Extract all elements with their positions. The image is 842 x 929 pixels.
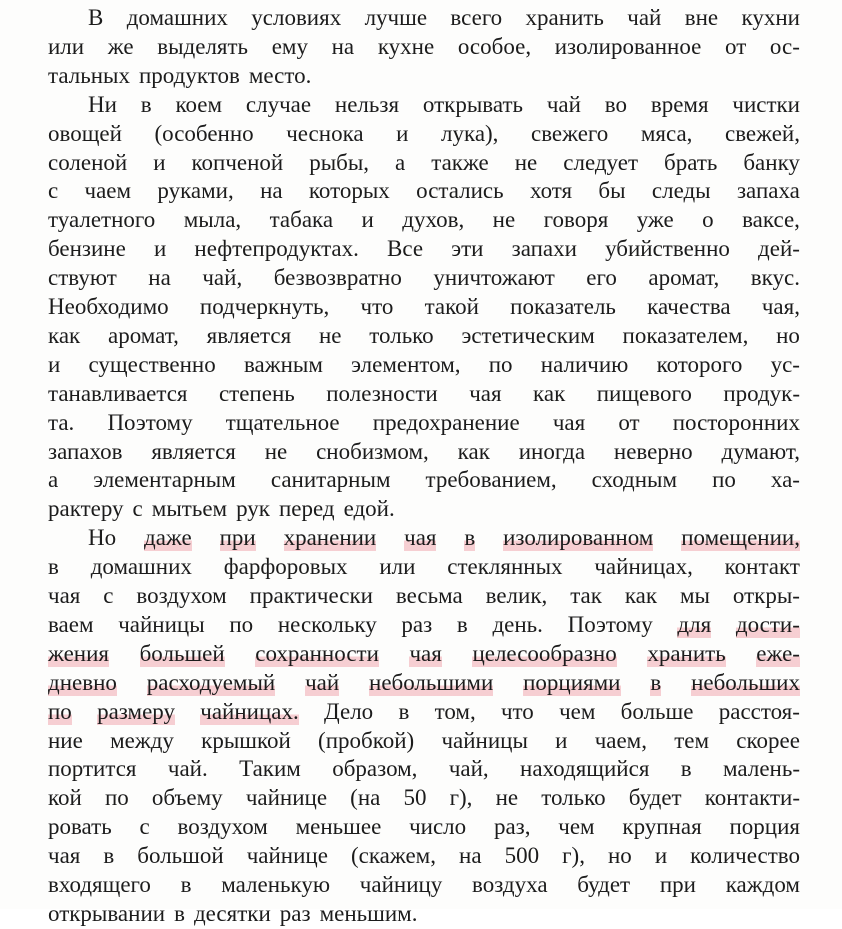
word: овощей xyxy=(48,120,122,146)
word: между xyxy=(110,727,174,753)
word: Но xyxy=(88,525,117,551)
word: думают, xyxy=(721,438,800,464)
word: следует xyxy=(563,149,639,175)
word: велик, xyxy=(485,583,548,608)
word: как xyxy=(457,438,490,464)
word: в xyxy=(48,554,59,580)
word: крышкой xyxy=(201,727,291,753)
word: Таким xyxy=(239,756,301,782)
word: такой xyxy=(424,294,479,319)
text-line xyxy=(48,726,800,756)
word: чем xyxy=(558,814,595,840)
word: от xyxy=(618,409,640,435)
word: малень- xyxy=(723,756,800,782)
highlighted-word: целесообразно xyxy=(472,639,616,669)
word: чай xyxy=(627,5,662,30)
word: стеклянных xyxy=(447,554,563,580)
word: бы xyxy=(598,178,626,204)
word: изолированное xyxy=(554,33,702,59)
word: тальных xyxy=(48,62,130,88)
word: фарфоровых xyxy=(223,554,348,580)
word: случае xyxy=(245,91,312,117)
word: в xyxy=(174,900,185,926)
word: рыбы, xyxy=(309,149,370,175)
word: с xyxy=(103,583,114,608)
highlighted-word: сохранности xyxy=(255,639,379,669)
word: по xyxy=(229,611,254,637)
word: чая xyxy=(469,380,502,406)
word: табака xyxy=(269,207,334,233)
text-line xyxy=(88,523,800,553)
word: Все xyxy=(387,236,424,262)
word: чайницы xyxy=(441,727,528,753)
word: от xyxy=(725,33,747,59)
text-line xyxy=(48,350,800,380)
word: на xyxy=(331,33,355,59)
highlighted-word: чая xyxy=(404,523,436,553)
text-line xyxy=(48,32,800,62)
word: также xyxy=(431,149,489,175)
word: и xyxy=(48,351,61,377)
word: или xyxy=(379,554,416,580)
highlighted-word: еже- xyxy=(756,639,800,669)
word: портится xyxy=(48,756,137,782)
word: ос- xyxy=(769,33,800,59)
text-line xyxy=(48,408,800,438)
word: является xyxy=(151,438,236,464)
word: бензине xyxy=(48,236,126,262)
word: маленькую xyxy=(221,872,331,897)
word: эти xyxy=(451,236,484,262)
word: каждом xyxy=(725,872,800,897)
word: чайницу xyxy=(359,872,443,897)
word: степень xyxy=(218,380,295,406)
word: санитарным xyxy=(270,467,391,493)
text-line xyxy=(48,148,800,178)
word: в xyxy=(103,843,115,869)
word: банку xyxy=(743,149,800,175)
text-line xyxy=(48,234,800,264)
word: элементом, xyxy=(351,351,461,377)
word: запахов xyxy=(48,438,123,464)
text-line xyxy=(48,176,800,206)
text-line xyxy=(48,205,800,235)
word: чаем, xyxy=(594,727,647,753)
word: ваем xyxy=(48,611,94,637)
word: мыла, xyxy=(183,207,242,233)
text-line xyxy=(48,899,800,929)
word: эстетическим xyxy=(461,322,595,348)
word: которых xyxy=(308,178,390,204)
word: мы xyxy=(679,583,710,608)
word: контакти- xyxy=(704,785,800,811)
highlighted-word: чайницах. xyxy=(200,697,298,727)
text-line xyxy=(48,870,800,900)
word: существенно xyxy=(88,351,216,377)
highlighted-word: дневно xyxy=(48,668,117,698)
word: кой xyxy=(48,785,82,811)
word: мытьем xyxy=(151,496,228,522)
highlighted-word: даже xyxy=(144,523,192,553)
word: убийственно xyxy=(605,236,730,262)
text-line xyxy=(48,119,800,149)
word: чистки xyxy=(732,91,800,117)
text-line xyxy=(48,494,800,524)
text-line xyxy=(48,61,800,91)
text-line xyxy=(48,465,800,495)
word: свежей, xyxy=(724,120,800,146)
word: хотя xyxy=(529,178,573,204)
word: ему xyxy=(271,33,308,59)
word: хранить xyxy=(525,5,604,30)
word: Поэтому xyxy=(567,611,653,637)
word: по xyxy=(712,467,736,493)
word: чая xyxy=(48,583,81,608)
text-line xyxy=(48,292,800,322)
word: В xyxy=(88,5,104,30)
word: на xyxy=(148,265,171,291)
text-line xyxy=(48,379,800,409)
word: и xyxy=(361,207,374,233)
word: в xyxy=(180,872,192,897)
word: важным xyxy=(243,351,323,377)
word: воздухом xyxy=(136,583,227,608)
word: чайнице xyxy=(246,843,328,869)
word: не xyxy=(514,149,538,175)
highlighted-word: порциями xyxy=(523,668,620,698)
word: танавливается xyxy=(48,380,188,406)
word: во xyxy=(604,91,627,117)
word: соленой xyxy=(48,149,128,175)
highlighted-word: большей xyxy=(140,639,225,669)
word: вне xyxy=(684,5,719,30)
text-line xyxy=(88,3,800,33)
word: дей- xyxy=(758,236,800,262)
word: является xyxy=(206,322,292,348)
word: Поэтому xyxy=(107,409,193,435)
word: в xyxy=(456,611,468,637)
highlighted-word: небольшими xyxy=(369,668,493,698)
word: остались xyxy=(416,178,504,204)
word: весьма xyxy=(395,583,463,608)
word: чай, xyxy=(448,756,489,782)
word: чай, xyxy=(202,265,243,291)
word: кухне xyxy=(377,33,435,59)
word: по xyxy=(488,351,513,377)
word: снобизмом, xyxy=(316,438,429,464)
word: в xyxy=(398,698,410,724)
word: в xyxy=(140,91,152,117)
word: как xyxy=(533,380,566,406)
word: чая xyxy=(552,409,586,435)
word: домашних xyxy=(90,554,192,580)
word: только xyxy=(369,322,434,348)
text-line xyxy=(48,581,800,611)
word: с xyxy=(132,496,143,522)
word: нескольку xyxy=(277,611,377,637)
word: что xyxy=(360,294,394,319)
word: (особенно xyxy=(154,120,254,146)
word: входящего xyxy=(48,872,151,897)
word: объему xyxy=(151,785,223,811)
word: уже xyxy=(636,207,674,233)
word: контакт xyxy=(724,554,800,580)
word: только xyxy=(541,785,606,811)
word: и xyxy=(153,149,166,175)
word: лука), xyxy=(441,120,499,146)
word: день. xyxy=(492,611,543,637)
word: туалетного xyxy=(48,207,156,233)
word: так xyxy=(570,583,602,608)
word: не xyxy=(318,322,342,348)
word: как xyxy=(48,322,81,348)
word: скорее xyxy=(736,727,800,753)
word: ха- xyxy=(770,467,800,493)
word: говоря xyxy=(543,207,609,233)
word: на xyxy=(459,843,482,869)
word: не xyxy=(495,785,519,811)
highlighted-word: хранении xyxy=(284,523,377,553)
text-line xyxy=(48,754,800,784)
word: раз xyxy=(279,900,311,926)
highlighted-word: в xyxy=(650,668,661,698)
word: а xyxy=(395,149,406,175)
word: и xyxy=(555,727,568,753)
word: меньшее xyxy=(295,814,382,840)
word: чая xyxy=(48,843,81,869)
word: ваксе, xyxy=(742,207,800,233)
highlighted-word: изолированном xyxy=(503,523,653,553)
word: практически xyxy=(249,583,373,608)
word: подчеркнуть, xyxy=(199,294,330,319)
word: руками, xyxy=(157,178,234,204)
highlighted-word: по xyxy=(48,697,72,727)
word: воздуха xyxy=(472,872,548,897)
text-line xyxy=(48,783,800,813)
word: пищевого xyxy=(596,380,692,406)
word: посторонних xyxy=(672,409,800,435)
word: чеснока xyxy=(286,120,364,146)
word: предохранение xyxy=(372,409,520,435)
word: порция xyxy=(729,814,800,840)
word: чай. xyxy=(167,756,208,782)
word: при xyxy=(659,872,696,897)
highlighted-word: хранить xyxy=(647,639,725,669)
word: раз, xyxy=(493,814,531,840)
word: г), xyxy=(562,843,585,869)
word: коем xyxy=(175,91,223,117)
word: чайницы xyxy=(118,611,205,637)
word: мяса, xyxy=(640,120,693,146)
word: безвозвратно xyxy=(273,265,402,291)
word: запахи xyxy=(511,236,577,262)
word: неверно xyxy=(613,438,693,464)
word: чем xyxy=(559,698,596,724)
word: вкус. xyxy=(750,265,800,291)
word: тщательное xyxy=(225,409,340,435)
word: продуктов xyxy=(138,62,240,88)
word: нефтепродуктах. xyxy=(194,236,359,262)
word: не xyxy=(492,207,516,233)
highlighted-word: чай xyxy=(305,668,339,698)
word: едой. xyxy=(343,496,395,522)
word: Ни xyxy=(88,91,117,117)
word: а xyxy=(48,467,59,493)
word: том, xyxy=(434,698,476,724)
word: иногда xyxy=(518,438,586,464)
word: та. xyxy=(48,409,75,435)
word: расстоя- xyxy=(718,698,800,724)
word: открывании xyxy=(48,900,166,926)
word: аромат, xyxy=(648,265,720,291)
word: или xyxy=(48,33,85,59)
text-line xyxy=(48,437,800,467)
word: ствуют xyxy=(48,265,117,291)
word: откры- xyxy=(732,583,800,608)
highlighted-word: небольших xyxy=(691,668,800,698)
word: чайнице xyxy=(245,785,328,811)
word: ровать xyxy=(48,814,112,840)
word: и xyxy=(153,236,167,262)
word: брать xyxy=(664,149,718,175)
word: воздухом xyxy=(177,814,268,840)
word: рук xyxy=(236,496,270,522)
word: копченой xyxy=(191,149,284,175)
word: чая, xyxy=(761,294,800,319)
text-line xyxy=(48,697,800,727)
word: по xyxy=(104,785,129,811)
word: открывать xyxy=(422,91,523,117)
word: место. xyxy=(248,62,312,88)
text-line xyxy=(48,668,800,698)
word: Дело xyxy=(324,698,374,724)
word: качества xyxy=(647,294,731,319)
word: чайницах, xyxy=(594,554,693,580)
word: будет xyxy=(577,872,631,897)
word: количество xyxy=(690,843,800,869)
word: духов, xyxy=(402,207,465,233)
word: (пробкой) xyxy=(318,727,415,753)
word: элементарным xyxy=(93,467,236,493)
highlighted-word: размеру xyxy=(97,697,175,727)
text-line xyxy=(88,90,800,120)
word: число xyxy=(409,814,467,840)
word: сходным xyxy=(591,467,678,493)
word: больше xyxy=(620,698,694,724)
word: находящийся xyxy=(520,756,650,782)
word: показателем, xyxy=(622,322,749,348)
word: следы xyxy=(651,178,711,204)
word: тем xyxy=(674,727,710,753)
word: запаха xyxy=(736,178,800,204)
text-line xyxy=(48,263,800,293)
word: чаем xyxy=(84,178,132,204)
word: особое, xyxy=(457,33,532,59)
word: на xyxy=(260,178,283,204)
word: (скажем, xyxy=(350,843,436,869)
word: 50 xyxy=(403,785,427,811)
word: домашних xyxy=(126,5,228,30)
word: 500 xyxy=(504,843,540,869)
word: же xyxy=(107,33,134,59)
word: ние xyxy=(48,727,83,753)
word: условиях xyxy=(251,5,342,30)
text-line xyxy=(48,321,800,351)
word: перед xyxy=(278,496,335,522)
word: но xyxy=(607,843,632,869)
word: большой xyxy=(137,843,224,869)
text-line xyxy=(48,639,800,669)
highlighted-word: помещении, xyxy=(681,523,800,553)
word: рактеру xyxy=(48,496,124,522)
word: в xyxy=(680,756,692,782)
word: будет xyxy=(628,785,682,811)
text-line xyxy=(48,552,800,582)
highlighted-word: жения xyxy=(48,639,109,669)
word: всего xyxy=(450,5,503,30)
highlighted-word: при xyxy=(220,523,256,553)
word: наличию xyxy=(540,351,629,377)
word: чай xyxy=(546,91,581,117)
word: (на xyxy=(350,785,381,811)
word: кухни xyxy=(741,5,800,30)
word: с xyxy=(48,178,59,204)
word: которого xyxy=(656,351,743,377)
word: продук- xyxy=(723,380,800,406)
word: десятки xyxy=(193,900,271,926)
word: и xyxy=(654,843,668,869)
word: Необходимо xyxy=(48,294,169,319)
highlighted-word: чая xyxy=(409,639,441,669)
word: но xyxy=(776,322,800,348)
word: раз xyxy=(401,611,433,637)
word: требованием, xyxy=(425,467,557,493)
word: с xyxy=(139,814,150,840)
word: ус- xyxy=(770,351,800,377)
word: его xyxy=(586,265,617,291)
word: нельзя xyxy=(334,91,400,117)
highlighted-word: для xyxy=(677,610,711,640)
highlighted-word: расходуемый xyxy=(147,668,276,698)
word: что xyxy=(500,698,534,724)
word: и xyxy=(396,120,409,146)
word: выделять xyxy=(157,33,249,59)
word: меньшим. xyxy=(319,900,418,926)
highlighted-word: в xyxy=(464,523,475,553)
text-line xyxy=(48,812,800,842)
word: аромат, xyxy=(108,322,179,348)
word: показатель xyxy=(510,294,616,319)
word: г), xyxy=(449,785,473,811)
text-line xyxy=(48,841,800,871)
word: образом, xyxy=(332,756,418,782)
word: лучше xyxy=(364,5,428,30)
word: время xyxy=(650,91,709,117)
word: полезности xyxy=(326,380,438,406)
word: уничтожают xyxy=(433,265,555,291)
word: не xyxy=(264,438,288,464)
word: свежего xyxy=(530,120,609,146)
text-line xyxy=(48,610,800,640)
word: как xyxy=(624,583,658,608)
word: о xyxy=(702,207,714,233)
highlighted-word: дости- xyxy=(736,610,800,640)
word: крупная xyxy=(622,814,702,840)
